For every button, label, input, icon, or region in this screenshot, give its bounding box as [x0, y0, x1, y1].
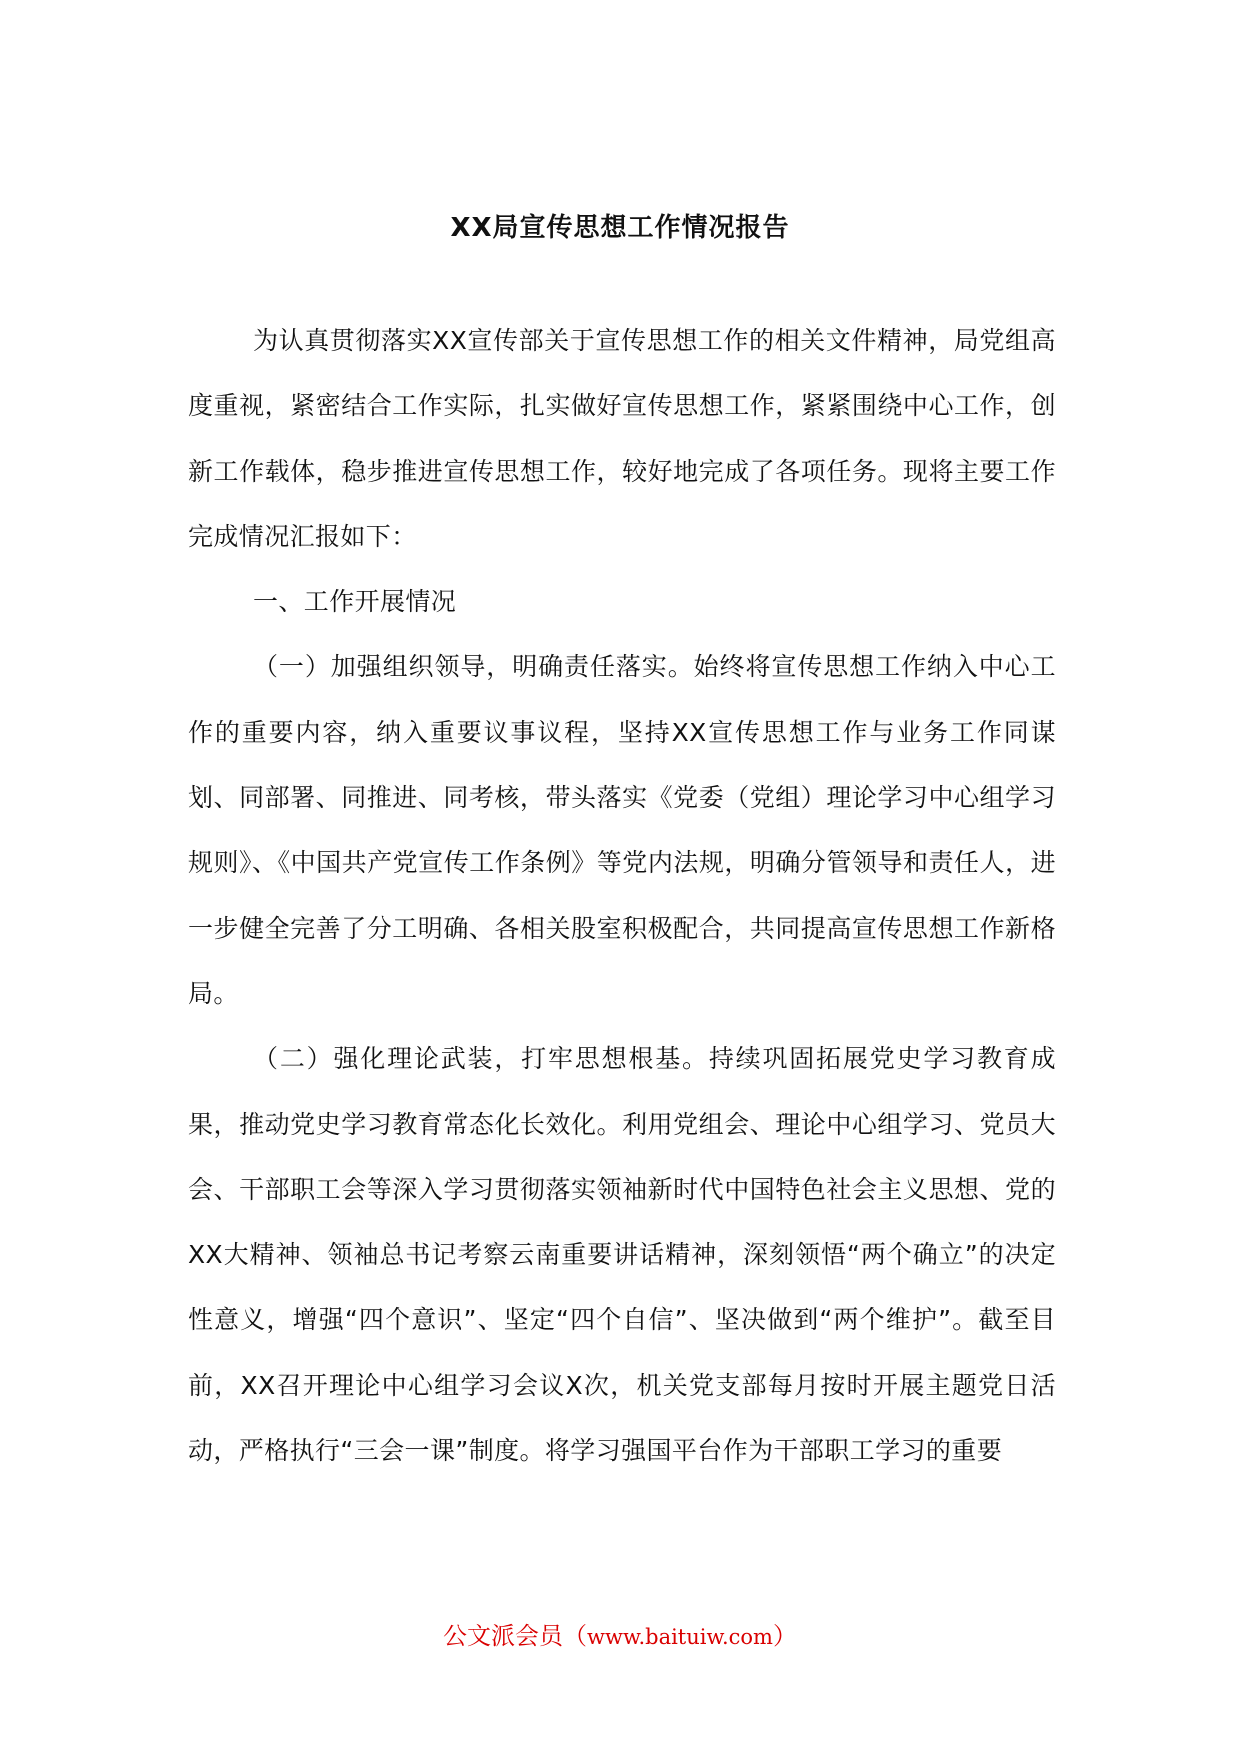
footer-watermark — [0, 1618, 1240, 1655]
paragraph-organization-leadership: （一）加强组织领导，明确责任落实。始终将宣传思想工作纳入中心工作的重要内容，纳入重要议事议程，坚持XX宣传思想工作与业务工作同谋划、同部署、同推进、同考核，带头落实《党委（党组）理论学习中心组学习规则》、《中国共产党宣传工作条例》等党内法规，明确分管领导和责任人，进一步健全完善了分工明确、各相关股室积极配合，共同提高宣传思想工作新格局。 — [188, 652, 1056, 1008]
intro-paragraph: 为认真贯彻落实XX宣传部关于宣传思想工作的相关文件精神，局党组高度重视，紧密结合工作实际，扎实做好宣传思想工作，紧紧围绕中心工作，创新工作载体，稳步推进宣传思想工作，较好地完成了各项任务。现将主要工作完成情况汇报如下： — [188, 326, 1056, 551]
document-body — [188, 308, 1056, 1483]
paragraph-theory-study: （二）强化理论武装，打牢思想根基。持续巩固拓展党史学习教育成果，推动党史学习教育常态化长效化。利用党组会、理论中心组学习、党员大会、干部职工会等深入学习贯彻落实领袖新时代中国特色社会主义思想、党的XX大精神、领袖总书记考察云南重要讲话精神，深刻领悟“两个确立”的决定性意义，增强“四个意识”、坚定“四个自信”、坚决做到“两个维护”。截至目前，XX召开理论中心组学习会议X次，机关党支部每月按时开展主题党日活动，严格执行“三会一课”制度。将学习强国平台作为干部职工学习的重要 — [188, 1044, 1056, 1466]
footer-label: 公文派会员（ — [443, 1622, 588, 1650]
section-heading: 一、工作开展情况 — [253, 587, 457, 617]
document-title: XX局宣传思想工作情况报告 — [450, 213, 790, 243]
footer-close: ） — [772, 1622, 797, 1650]
footer-url: www.baituiw.com — [587, 1625, 773, 1649]
